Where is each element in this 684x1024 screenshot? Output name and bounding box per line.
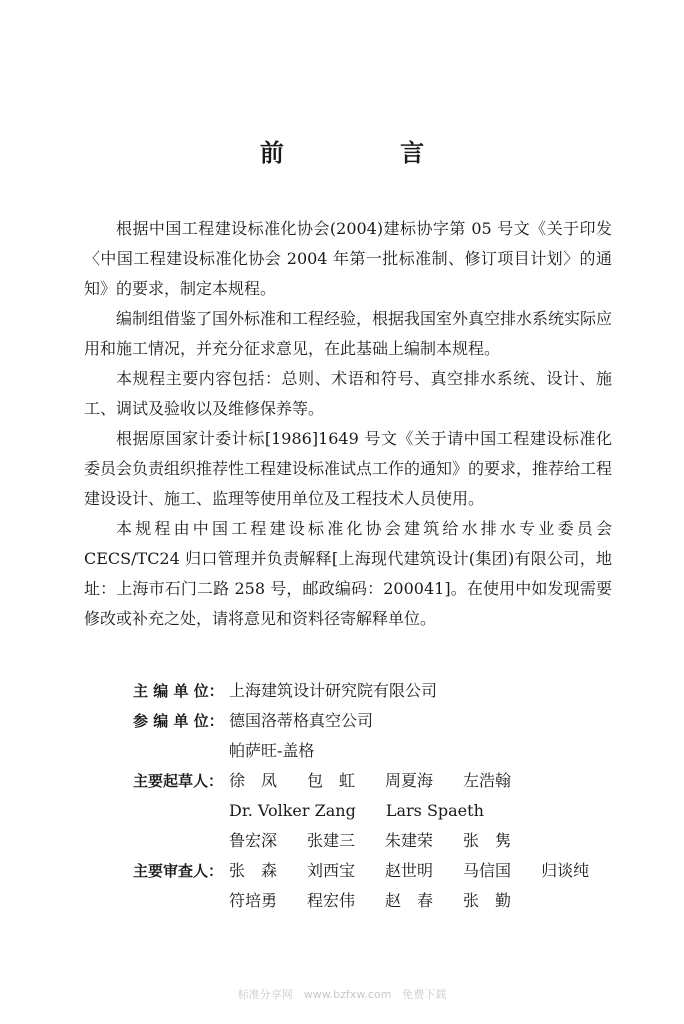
credit-values xyxy=(229,856,619,916)
credit-name: Lars Spaeth xyxy=(385,801,484,820)
credit-name: 归谈纯 xyxy=(541,861,590,880)
chief-unit-row xyxy=(133,676,613,706)
credit-name: 赵 春 xyxy=(385,891,434,910)
credit-name: 张 森 xyxy=(229,861,278,880)
credit-name: 刘西宝 xyxy=(307,861,356,880)
credit-name: 朱建荣 xyxy=(385,831,434,850)
page-title: 前 言 xyxy=(259,139,479,167)
credit-name: 包 虹 xyxy=(307,771,356,790)
paragraph: 根据中国工程建设标准化协会(2004)建标协字第 05 号文《关于印发〈中国工程建设标准化协会 2004 年第一批标准制、修订项目计划〉的通知》的要求，制定本规程。 xyxy=(84,219,612,298)
paragraph: 本规程由中国工程建设标准化协会建筑给水排水专业委员会 CECS/TC24 归口管理并负责解释[上海现代建筑设计(集团)有限公司，地址：上海市石门二路 258 号，邮政编码：200041]。在使用中如发现需要修改或补充之处，请将意见和资料径寄解释单位。 xyxy=(84,519,612,628)
paragraph: 本规程主要内容包括：总则、术语和符号、真空排水系统、设计、施工、调试及验收以及维修保养等。 xyxy=(84,369,612,418)
credit-values xyxy=(229,676,613,706)
credit-name: 马信国 xyxy=(463,861,512,880)
participating-units-row xyxy=(133,706,613,766)
paragraph: 根据原国家计委计标[1986]1649 号文《关于请中国工程建设标准化委员会负责组织推荐性工程建设标准试点工作的通知》的要求，推荐给工程建设设计、施工、监理等使用单位及工程技术人员使用。 xyxy=(84,429,613,508)
credit-name: 周夏海 xyxy=(385,771,434,790)
credit-values xyxy=(229,766,613,856)
reviewers-row xyxy=(133,856,613,916)
paragraph: 编制组借鉴了国外标准和工程经验，根据我国室外真空排水系统实际应用和施工情况，并充分征求意见，在此基础上编制本规程。 xyxy=(84,309,613,358)
credit-label: 主 编 单 位： xyxy=(133,682,224,700)
credit-name: 张建三 xyxy=(307,831,356,850)
preface-body xyxy=(84,214,612,634)
credit-name: 张 隽 xyxy=(463,831,512,850)
credit-values xyxy=(229,706,613,766)
credit-name: 赵世明 xyxy=(385,861,434,880)
credit-name: 鲁宏深 xyxy=(229,831,278,850)
credit-name: 左浩翰 xyxy=(463,771,512,790)
drafters-row xyxy=(133,766,613,856)
credits-section xyxy=(133,676,613,916)
credit-name: 徐 凤 xyxy=(229,771,278,790)
credit-label: 参 编 单 位： xyxy=(133,712,224,730)
watermark: 标准分享网 www.bzfxw.com 免费下载 xyxy=(237,988,447,1001)
credit-name: 程宏伟 xyxy=(307,891,356,910)
credit-name: 上海建筑设计研究院有限公司 xyxy=(229,681,438,700)
credit-name: 符培勇 xyxy=(229,891,278,910)
credit-name: 帕萨旺-盖格 xyxy=(229,741,315,760)
credit-name: Dr. Volker Zang xyxy=(229,801,356,820)
credit-name: 德国洛蒂格真空公司 xyxy=(229,711,374,730)
credit-label: 主要起草人： xyxy=(133,772,224,790)
credit-name: 张 勤 xyxy=(463,891,512,910)
credit-label: 主要审查人： xyxy=(133,862,224,880)
